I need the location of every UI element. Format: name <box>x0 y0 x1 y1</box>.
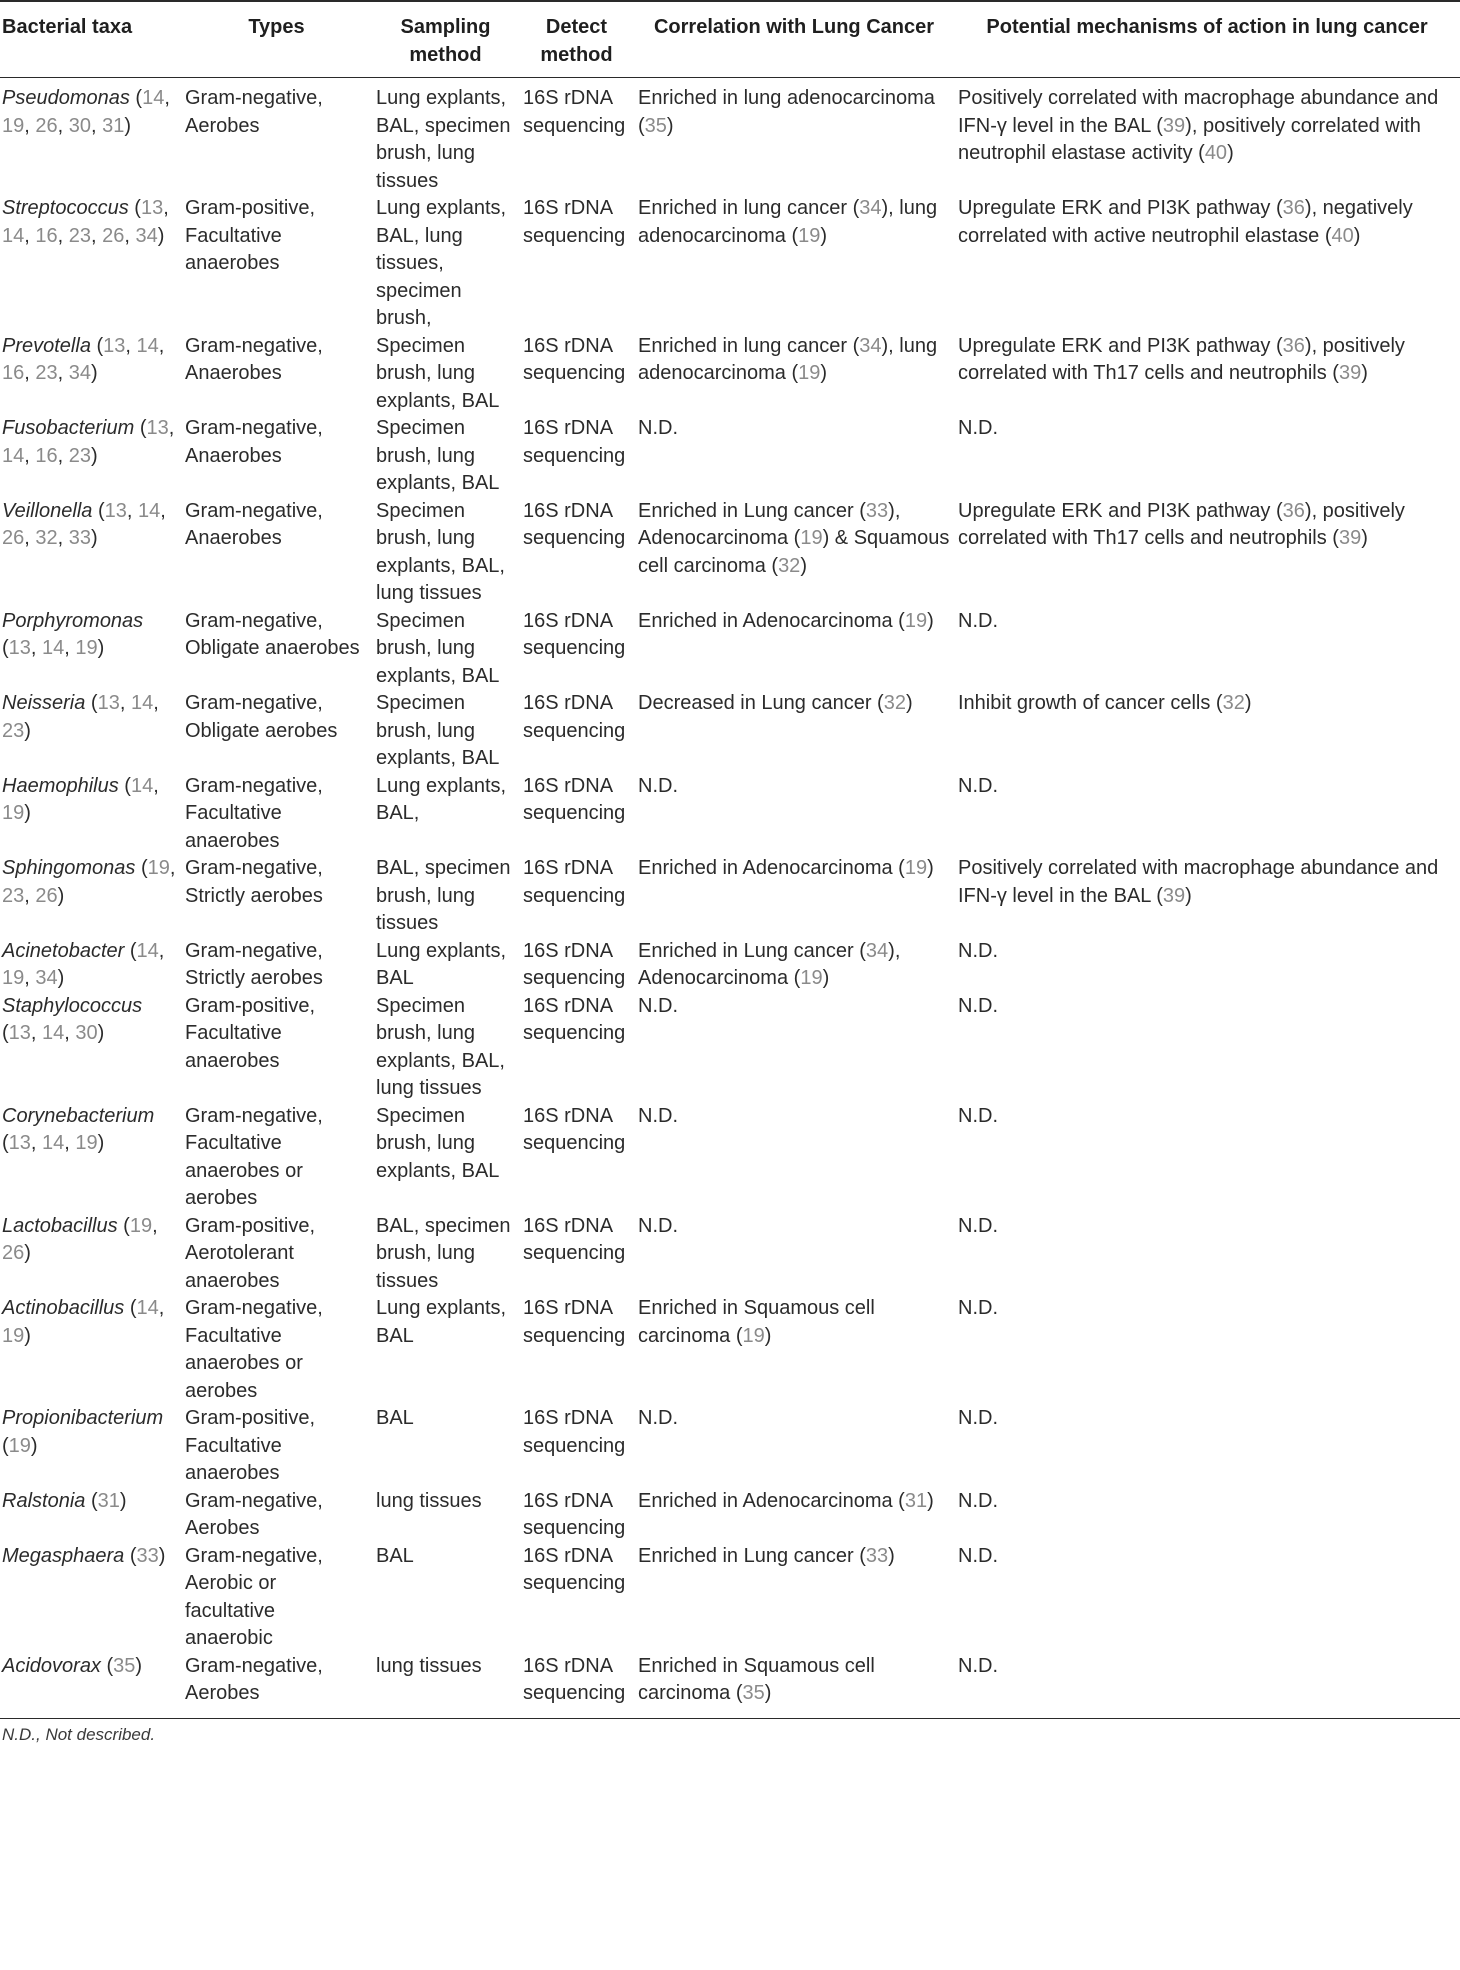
table-row <box>0 608 1460 691</box>
reference-link[interactable]: 13 <box>103 334 126 357</box>
cell-types: Gram-negative, Aerobic or facultative anaerobic <box>185 1544 323 1649</box>
reference-link[interactable]: 16 <box>2 362 25 384</box>
reference-link[interactable]: 19 <box>2 967 25 989</box>
cell-sampling-method: Lung explants, BAL, lung tissues, specimen brush, <box>376 197 507 329</box>
cell-types: Gram-negative, Strictly aerobes <box>185 939 323 989</box>
cell-text: Enriched in lung cancer <box>638 197 853 219</box>
cell-text: Decreased in Lung cancer <box>638 692 878 714</box>
reference-link[interactable]: 19 <box>8 1434 31 1457</box>
reference-link[interactable]: 34 <box>35 967 58 989</box>
reference-link[interactable]: 13 <box>97 692 120 714</box>
table-row <box>0 993 1460 1103</box>
reference-link[interactable]: 14 <box>42 637 65 659</box>
reference-link[interactable]: 33 <box>136 1544 159 1567</box>
cell-types: Gram-negative, Anaerobes <box>185 334 323 384</box>
reference-link[interactable]: 19 <box>800 527 823 549</box>
cell-text: , positively correlated with Th17 cells and neutrophils <box>958 334 1405 384</box>
cell-text: Enriched in Adenocarcinoma <box>638 1489 899 1512</box>
reference-link[interactable]: 26 <box>35 114 58 137</box>
reference-link[interactable]: 14 <box>42 1132 65 1154</box>
cell-text: Enriched in Adenocarcinoma <box>638 857 899 879</box>
table-row <box>0 1213 1460 1296</box>
reference-link[interactable]: 19 <box>798 362 821 384</box>
reference-link[interactable]: 39 <box>1338 362 1362 384</box>
cell-types: Gram-negative, Aerobes <box>181 1653 372 1719</box>
cell-text: , lung adenocarcinoma <box>638 197 938 247</box>
reference-link[interactable]: 14 <box>2 444 25 467</box>
taxon-name: Sphingomonas <box>2 857 136 879</box>
reference-link[interactable]: 31 <box>97 1489 120 1512</box>
reference-link[interactable]: 19 <box>2 1324 25 1347</box>
cell-correlation <box>634 1103 954 1213</box>
table-row <box>0 1653 1460 1719</box>
reference-link[interactable]: 14 <box>136 334 159 357</box>
reference-link[interactable]: 14 <box>138 499 161 522</box>
header-correlation: Correlation with Lung Cancer <box>634 1 954 78</box>
header-detect-method: Detect method <box>519 1 634 78</box>
cell-bacterial-taxa: Propionibacterium (19) <box>2 1407 164 1457</box>
reference-link[interactable]: 19 <box>2 802 25 824</box>
cell-sampling-method: Specimen brush, lung explants, BAL <box>376 334 500 412</box>
cell-correlation: Enriched in Squamous cell carcinoma (35) <box>634 1653 954 1719</box>
reference-link[interactable]: 14 <box>42 1022 65 1044</box>
cell-text: N.D. <box>958 417 998 439</box>
table-row <box>0 1295 1460 1405</box>
cell-detect-method: 16S rDNA sequencing <box>523 334 626 384</box>
cell-text: N.D. <box>638 1407 678 1429</box>
cell-correlation: Enriched in lung cancer (34), lung adenocarcinoma (19) <box>638 334 938 384</box>
reference-link[interactable]: 26 <box>102 224 125 247</box>
cell-bacterial-taxa: Ralstonia (31) <box>2 1489 127 1512</box>
reference-link[interactable]: 36 <box>1282 499 1305 522</box>
reference-link[interactable]: 23 <box>2 884 25 907</box>
cell-bacterial-taxa: Actinobacillus (14, 19) <box>2 1297 165 1347</box>
cell-bacterial-taxa: Prevotella (13, 14, 16, 23, 34) <box>2 334 165 384</box>
cell-detect-method: 16S rDNA sequencing <box>523 857 626 907</box>
reference-link[interactable]: 32 <box>1222 692 1245 714</box>
taxon-name: Acinetobacter <box>2 939 125 962</box>
cell-mechanism <box>954 993 1460 1103</box>
cell-detect-method: 16S rDNA sequencing <box>523 692 626 742</box>
cell-sampling-method: Specimen brush, lung explants, BAL, lung tissues <box>376 499 505 604</box>
cell-correlation: Enriched in Lung cancer (33), Adenocarcinoma (19) & Squamous cell carcinoma (32) <box>638 499 950 577</box>
cell-sampling-method: lung tissues <box>372 1653 519 1719</box>
cell-types: Gram-positive, Facultative anaerobes <box>185 994 316 1072</box>
cell-text: Enriched in lung adenocarcinoma <box>638 87 935 109</box>
reference-link[interactable]: 33 <box>68 527 91 549</box>
cell-detect-method: 16S rDNA sequencing <box>523 1544 626 1594</box>
cell-sampling-method: Specimen brush, lung explants, BAL <box>376 609 500 687</box>
cell-text: , positively correlated with Th17 cells and neutrophils <box>958 499 1405 549</box>
cell-detect-method: 16S rDNA sequencing <box>523 499 626 549</box>
cell-text: Positively correlated with macrophage abundance and IFN-γ level in the BAL <box>958 87 1439 137</box>
cell-text: N.D. <box>638 774 678 797</box>
cell-text: N.D. <box>638 994 678 1017</box>
reference-link[interactable]: 23 <box>2 719 25 742</box>
cell-mechanism: Upregulate ERK and PI3K pathway (36), positively correlated with Th17 cells and neutrophils (39) <box>958 334 1405 384</box>
cell-text: Enriched in lung cancer <box>638 334 853 357</box>
cell-detect-method: 16S rDNA sequencing <box>523 1407 626 1457</box>
cell-bacterial-taxa: Acidovorax (35) <box>0 1653 181 1719</box>
table-row <box>0 415 1460 498</box>
reference-link[interactable]: 39 <box>1338 527 1362 549</box>
cell-mechanism <box>954 1405 1460 1488</box>
cell-detect-method: 16S rDNA sequencing <box>523 197 626 247</box>
cell-text: Upregulate ERK and PI3K pathway <box>958 197 1276 219</box>
cell-mechanism <box>954 1488 1460 1543</box>
reference-link[interactable]: 19 <box>147 857 170 879</box>
table-row <box>0 690 1460 773</box>
cell-sampling-method: Specimen brush, lung explants, BAL <box>376 417 500 494</box>
reference-link[interactable]: 34 <box>68 362 91 384</box>
cell-types: Gram-negative, Facultative anaerobes or aerobes <box>185 1297 323 1402</box>
cell-sampling-method: Specimen brush, lung explants, BAL, lung tissues <box>376 994 505 1099</box>
reference-link[interactable]: 14 <box>136 939 159 962</box>
table-row <box>0 498 1460 608</box>
cell-sampling-method: BAL, specimen brush, lung tissues <box>376 1214 511 1292</box>
table-row <box>0 195 1460 333</box>
cell-text: , negatively correlated with active neutrophil elastase <box>958 197 1413 247</box>
cell-detect-method: 16S rDNA sequencing <box>523 609 626 659</box>
cell-types: Gram-negative, Obligate aerobes <box>185 692 338 742</box>
taxon-name: Megasphaera <box>2 1544 125 1567</box>
cell-text: N.D. <box>958 1407 998 1429</box>
cell-mechanism <box>954 1213 1460 1296</box>
cell-text: , lung adenocarcinoma <box>638 334 938 384</box>
cell-types: Gram-negative, Aerobes <box>185 87 323 137</box>
cell-bacterial-taxa: Haemophilus (14, 19) <box>2 774 159 824</box>
cell-mechanism <box>954 1295 1460 1405</box>
reference-link[interactable]: 26 <box>2 527 25 549</box>
cell-text: N.D. <box>958 1654 998 1677</box>
cell-text: Enriched in Lung cancer <box>638 499 860 522</box>
table-row <box>0 1543 1460 1653</box>
cell-text: N.D. <box>958 609 998 632</box>
cell-types: Gram-positive, Aerotolerant anaerobes <box>185 1214 316 1292</box>
reference-link[interactable]: 32 <box>35 527 58 549</box>
taxon-name: Prevotella <box>2 334 91 357</box>
table-row <box>0 333 1460 416</box>
cell-bacterial-taxa: Porphyromonas (13, 14, 19) <box>2 609 144 659</box>
cell-types: Gram-negative, Anaerobes <box>185 417 323 467</box>
table-footnote: N.D., Not described. <box>2 1724 156 1744</box>
cell-correlation: Enriched in Lung cancer (33) <box>638 1544 895 1567</box>
cell-text: N.D. <box>958 939 998 962</box>
header-mechanisms: Potential mechanisms of action in lung cancer <box>954 1 1460 78</box>
cell-mechanism <box>954 1653 1460 1719</box>
taxon-name: Fusobacterium <box>2 417 135 439</box>
cell-sampling-method: BAL <box>376 1544 414 1567</box>
reference-link[interactable]: 13 <box>104 499 127 522</box>
cell-sampling-method: Lung explants, BAL <box>376 939 507 989</box>
cell-types: Gram-negative, Obligate anaerobes <box>185 609 360 659</box>
reference-link[interactable]: 19 <box>2 114 25 137</box>
table-body <box>0 78 1460 1719</box>
cell-bacterial-taxa: Corynebacterium (13, 14, 19) <box>2 1104 155 1154</box>
cell-sampling-method: Lung explants, BAL, specimen brush, lung tissues <box>376 87 511 192</box>
reference-link[interactable]: 19 <box>75 1132 98 1154</box>
reference-link[interactable]: 34 <box>859 334 882 357</box>
reference-link[interactable]: 19 <box>742 1324 765 1347</box>
cell-text: Enriched in Lung cancer <box>638 939 860 962</box>
cell-detect-method: 16S rDNA sequencing <box>523 417 626 467</box>
reference-link[interactable]: 34 <box>135 224 158 247</box>
cell-mechanism <box>954 773 1460 856</box>
reference-link[interactable]: 13 <box>8 637 31 659</box>
cell-types: Gram-positive, Facultative anaerobes <box>185 197 316 274</box>
cell-sampling-method: Lung explants, BAL <box>376 1297 507 1347</box>
cell-text: , positively correlated with neutrophil elastase activity <box>958 114 1421 164</box>
table-row <box>0 855 1460 938</box>
taxon-name: Pseudomonas <box>2 87 130 109</box>
cell-text: , Adenocarcinoma <box>638 499 901 549</box>
cell-mechanism <box>954 938 1460 993</box>
reference-link[interactable]: 35 <box>113 1654 136 1677</box>
taxon-name: Actinobacillus <box>2 1297 125 1319</box>
reference-link[interactable]: 23 <box>68 224 91 247</box>
taxon-name: Veillonella <box>2 499 93 522</box>
table-row <box>0 1103 1460 1213</box>
reference-link[interactable]: 36 <box>1282 197 1305 219</box>
cell-mechanism <box>954 608 1460 691</box>
reference-link[interactable]: 19 <box>904 609 928 632</box>
cell-sampling-method: Specimen brush, lung explants, BAL <box>376 692 500 769</box>
header-row <box>0 1 1460 78</box>
reference-link[interactable]: 13 <box>8 1022 31 1044</box>
taxon-name: Streptococcus <box>2 197 129 219</box>
cell-mechanism: Inhibit growth of cancer cells (32) <box>958 692 1252 714</box>
cell-mechanism: Upregulate ERK and PI3K pathway (36), negatively correlated with active neutrophil elastase (40) <box>958 197 1413 247</box>
reference-link[interactable]: 14 <box>2 224 25 247</box>
table-row <box>0 1405 1460 1488</box>
cell-correlation: Enriched in Squamous cell carcinoma (19) <box>638 1297 875 1347</box>
cell-text: N.D. <box>958 1489 998 1512</box>
reference-link[interactable]: 13 <box>140 197 164 219</box>
cell-detect-method: 16S rDNA sequencing <box>523 87 626 137</box>
reference-link[interactable]: 32 <box>883 692 906 714</box>
cell-bacterial-taxa: Streptococcus (13, 14, 16, 23, 26, 34) <box>2 197 169 247</box>
reference-link[interactable]: 30 <box>68 114 91 137</box>
taxon-name: Acidovorax <box>2 1654 101 1677</box>
reference-link[interactable]: 26 <box>35 884 58 907</box>
cell-types: Gram-positive, Facultative anaerobes <box>185 1407 316 1484</box>
cell-types: Gram-negative, Strictly aerobes <box>185 857 323 907</box>
reference-link[interactable]: 33 <box>865 1544 889 1567</box>
cell-text: Enriched in Squamous cell carcinoma <box>638 1654 875 1704</box>
taxon-name: Corynebacterium <box>2 1104 155 1127</box>
cell-text: N.D. <box>958 1297 998 1319</box>
cell-text: Upregulate ERK and PI3K pathway <box>958 334 1276 357</box>
reference-link[interactable]: 19 <box>798 224 821 247</box>
cell-detect-method: 16S rDNA sequencing <box>523 1104 626 1154</box>
reference-link[interactable]: 40 <box>1331 224 1354 247</box>
cell-sampling-method: Specimen brush, lung explants, BAL <box>376 1104 500 1182</box>
cell-correlation <box>634 1213 954 1296</box>
reference-link[interactable]: 33 <box>865 499 889 522</box>
cell-text: N.D. <box>638 1104 678 1127</box>
cell-detect-method: 16S rDNA sequencing <box>523 1489 626 1539</box>
cell-mechanism <box>954 415 1460 498</box>
reference-link[interactable]: 39 <box>1162 114 1186 137</box>
cell-text: N.D. <box>958 1214 998 1237</box>
cell-text: Enriched in Adenocarcinoma <box>638 609 899 632</box>
reference-link[interactable]: 23 <box>35 362 58 384</box>
cell-bacterial-taxa: Lactobacillus (19, 26) <box>2 1214 158 1264</box>
cell-bacterial-taxa: Fusobacterium (13, 14, 16, 23) <box>2 417 175 467</box>
cell-text: N.D. <box>958 994 998 1017</box>
reference-link[interactable]: 13 <box>8 1132 31 1154</box>
table-row <box>0 773 1460 856</box>
cell-types: Gram-negative, Facultative anaerobes <box>185 774 323 852</box>
cell-text: Positively correlated with macrophage abundance and IFN-γ level in the BAL <box>958 857 1439 907</box>
cell-correlation: Decreased in Lung cancer (32) <box>638 692 913 714</box>
reference-link[interactable]: 32 <box>778 554 801 577</box>
cell-correlation: Enriched in lung cancer (34), lung adenocarcinoma (19) <box>638 197 938 247</box>
cell-text: Enriched in Lung cancer <box>638 1544 860 1567</box>
header-types: Types <box>181 1 372 78</box>
cell-bacterial-taxa: Pseudomonas (14, 19, 26, 30, 31) <box>2 87 170 137</box>
reference-link[interactable]: 34 <box>859 197 882 219</box>
header-sampling-method: Sampling method <box>372 1 519 78</box>
reference-link[interactable]: 39 <box>1162 884 1186 907</box>
table-header <box>0 1 1460 78</box>
cell-mechanism: Positively correlated with macrophage abundance and IFN-γ level in the BAL (39), positively correlated with neutrophil elastase activity (40) <box>958 87 1439 164</box>
header-bacterial-taxa: Bacterial taxa <box>0 1 181 78</box>
reference-link[interactable]: 19 <box>800 967 823 989</box>
reference-link[interactable]: 23 <box>68 444 91 467</box>
taxon-name: Ralstonia <box>2 1489 86 1512</box>
cell-sampling-method: Lung explants, BAL, <box>376 774 507 824</box>
cell-sampling-method: lung tissues <box>376 1489 482 1512</box>
cell-detect-method: 16S rDNA sequencing <box>523 1297 626 1347</box>
reference-link[interactable]: 16 <box>35 444 58 467</box>
table-row <box>0 78 1460 196</box>
cell-mechanism: Positively correlated with macrophage abundance and IFN-γ level in the BAL (39) <box>958 857 1439 907</box>
reference-link[interactable]: 13 <box>146 417 169 439</box>
cell-text: Upregulate ERK and PI3K pathway <box>958 499 1276 522</box>
cell-correlation <box>634 773 954 856</box>
cell-correlation: Enriched in Adenocarcinoma (19) <box>638 857 934 879</box>
cell-correlation <box>634 1405 954 1488</box>
taxon-name: Haemophilus <box>2 774 119 797</box>
taxon-name: Lactobacillus <box>2 1214 118 1237</box>
cell-bacterial-taxa: Neisseria (13, 14, 23) <box>2 692 159 742</box>
taxon-name: Porphyromonas <box>2 609 144 632</box>
table-row <box>0 938 1460 993</box>
cell-detect-method: 16S rDNA sequencing <box>523 994 626 1044</box>
table-row <box>0 1488 1460 1543</box>
reference-link[interactable]: 19 <box>904 857 928 879</box>
cell-bacterial-taxa: Staphylococcus (13, 14, 30) <box>2 994 143 1044</box>
reference-link[interactable]: 40 <box>1204 142 1228 164</box>
cell-correlation: Enriched in Adenocarcinoma (31) <box>638 1489 934 1512</box>
reference-link[interactable]: 14 <box>136 1297 159 1319</box>
cell-correlation: Enriched in Lung cancer (34), Adenocarcinoma (19) <box>638 939 901 989</box>
cell-mechanism <box>954 1543 1460 1653</box>
reference-link[interactable]: 35 <box>742 1682 765 1704</box>
cell-correlation <box>634 415 954 498</box>
cell-bacterial-taxa: Veillonella (13, 14, 26, 32, 33) <box>2 499 166 549</box>
cell-text: N.D. <box>638 417 678 439</box>
reference-link[interactable]: 14 <box>142 87 165 109</box>
cell-bacterial-taxa: Megasphaera (33) <box>2 1544 166 1567</box>
cell-text: N.D. <box>958 774 998 797</box>
reference-link[interactable]: 19 <box>75 637 98 659</box>
cell-mechanism <box>954 1103 1460 1213</box>
cell-correlation: Enriched in lung adenocarcinoma (35) <box>638 87 935 137</box>
reference-link[interactable]: 35 <box>644 114 667 137</box>
cell-correlation <box>634 993 954 1103</box>
cell-types: Gram-negative, Anaerobes <box>185 499 323 549</box>
reference-link[interactable]: 19 <box>129 1214 153 1237</box>
reference-link[interactable]: 34 <box>865 939 889 962</box>
cell-text: , Adenocarcinoma <box>638 939 901 989</box>
cell-text: Enriched in Squamous cell carcinoma <box>638 1297 875 1347</box>
cell-text: & Squamous cell carcinoma <box>638 527 950 577</box>
cell-detect-method: 16S rDNA sequencing <box>523 774 626 824</box>
cell-bacterial-taxa: Acinetobacter (14, 19, 34) <box>2 939 165 989</box>
cell-detect-method: 16S rDNA sequencing <box>519 1653 634 1719</box>
cell-text: N.D. <box>958 1544 998 1567</box>
cell-types: Gram-negative, Facultative anaerobes or aerobes <box>185 1104 323 1209</box>
cell-mechanism: Upregulate ERK and PI3K pathway (36), positively correlated with Th17 cells and neutrophils (39) <box>958 499 1405 549</box>
cell-types: Gram-negative, Aerobes <box>185 1489 323 1539</box>
cell-bacterial-taxa: Sphingomonas (19, 23, 26) <box>2 857 176 907</box>
reference-link[interactable]: 16 <box>35 224 58 247</box>
reference-link[interactable]: 14 <box>130 692 154 714</box>
cell-detect-method: 16S rDNA sequencing <box>523 1214 626 1264</box>
cell-text: N.D. <box>958 1104 998 1127</box>
cell-correlation: Enriched in Adenocarcinoma (19) <box>638 609 934 632</box>
reference-link[interactable]: 31 <box>102 114 125 137</box>
cell-sampling-method: BAL, specimen brush, lung tissues <box>376 857 511 934</box>
reference-link[interactable]: 14 <box>130 774 154 797</box>
cell-sampling-method: BAL <box>376 1407 414 1429</box>
reference-link[interactable]: 30 <box>75 1022 98 1044</box>
taxon-name: Staphylococcus <box>2 994 143 1017</box>
cell-detect-method: 16S rDNA sequencing <box>523 939 626 989</box>
reference-link[interactable]: 26 <box>2 1242 25 1264</box>
cell-text: Inhibit growth of cancer cells <box>958 692 1216 714</box>
taxon-name: Neisseria <box>2 692 86 714</box>
reference-link[interactable]: 31 <box>904 1489 928 1512</box>
cell-text: N.D. <box>638 1214 678 1237</box>
taxon-name: Propionibacterium <box>2 1407 164 1429</box>
reference-link[interactable]: 36 <box>1282 334 1305 357</box>
